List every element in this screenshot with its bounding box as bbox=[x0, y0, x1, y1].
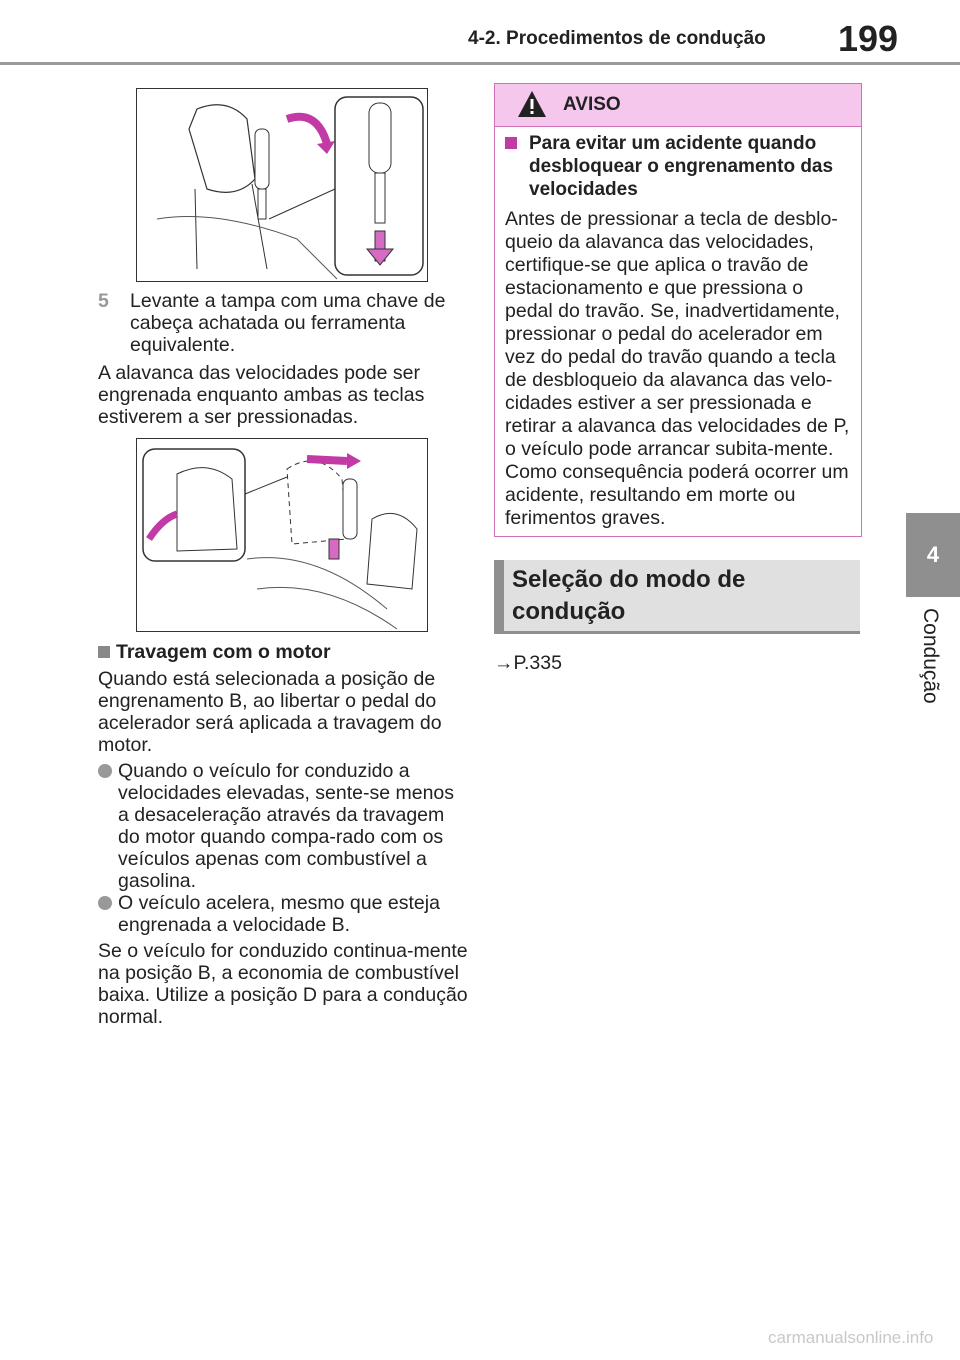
section-title: Seleção do modo de condução bbox=[512, 566, 746, 625]
warning-title: AVISO bbox=[563, 94, 621, 115]
list-item: Quando o veículo for conduzido a velocidades elevadas, sente-se menos a desaceleração através da travagem do motor quando compa-rado com os veículos apenas com combustível a gasolina. bbox=[98, 760, 468, 892]
warning-body: Antes de pressionar a tecla de desblo-queio da alavanca das velocidades, certifique-se que aplica o travão de estacionamento e que pressiona o pedal do travão. Se, inadvertidamente, pressionar o pedal do acelerador em vez do pedal do travão quando a tecla de desbloqueio da alavanca das velo-cidades estiver a ser pressionada e retirar a alavanca das velocidades de P, o veículo pode arrancar subita-mente. Como consequência poderá ocorrer um acidente, resultando em morte ou ferimentos graves. bbox=[505, 208, 850, 529]
chapter-label: Condução bbox=[919, 608, 942, 704]
watermark: carmanualsonline.info bbox=[768, 1328, 934, 1347]
instruction-step bbox=[98, 290, 466, 356]
chapter-number: 4 bbox=[926, 542, 940, 567]
bullet-dot-icon bbox=[98, 896, 112, 910]
shift-lever-release-drawing bbox=[137, 439, 427, 631]
step-text: Levante a tampa com uma chave de cabeça achatada ou ferramenta equivalente. bbox=[130, 290, 446, 356]
subsection-intro: Quando está selecionada a posição de engrenamento B, ao libertar o pedal do acelerador será aplicada a travagem do motor. bbox=[98, 668, 442, 756]
subsection-closing: Se o veículo for conduzido continua-mente na posição B, a economia de combustível baixa. Utilize a posição D para a condução normal. bbox=[98, 940, 468, 1028]
page-reference-link[interactable]: →P.335 bbox=[494, 652, 562, 674]
warning-box bbox=[494, 83, 862, 537]
step-note: A alavanca das velocidades pode ser engrenada enquanto ambas as teclas estiverem a ser pressionadas. bbox=[98, 362, 425, 428]
page-number: 199 bbox=[838, 18, 899, 59]
lever-cover-removal-drawing bbox=[137, 89, 427, 281]
illustration-shift-lever-release bbox=[136, 438, 428, 632]
list-item: O veículo acelera, mesmo que esteja engrenada a velocidade B. bbox=[98, 892, 468, 936]
square-bullet-icon bbox=[505, 137, 517, 149]
header-section-title: 4-2. Procedimentos de condução bbox=[468, 28, 766, 49]
chapter-tab[interactable] bbox=[906, 513, 960, 597]
warning-header bbox=[495, 84, 861, 127]
section-heading-box bbox=[494, 560, 860, 634]
header-divider bbox=[0, 62, 960, 65]
square-bullet-icon bbox=[98, 646, 110, 658]
illustration-lever-cover-removal bbox=[136, 88, 428, 282]
warning-subheading: Para evitar um acidente quando desbloquear o engrenamento das velocidades bbox=[505, 132, 845, 201]
step-number: 5 bbox=[98, 290, 109, 312]
subsection-heading: Travagem com o motor bbox=[98, 641, 331, 664]
bullet-dot-icon bbox=[98, 764, 112, 778]
warning-triangle-icon bbox=[517, 90, 547, 118]
